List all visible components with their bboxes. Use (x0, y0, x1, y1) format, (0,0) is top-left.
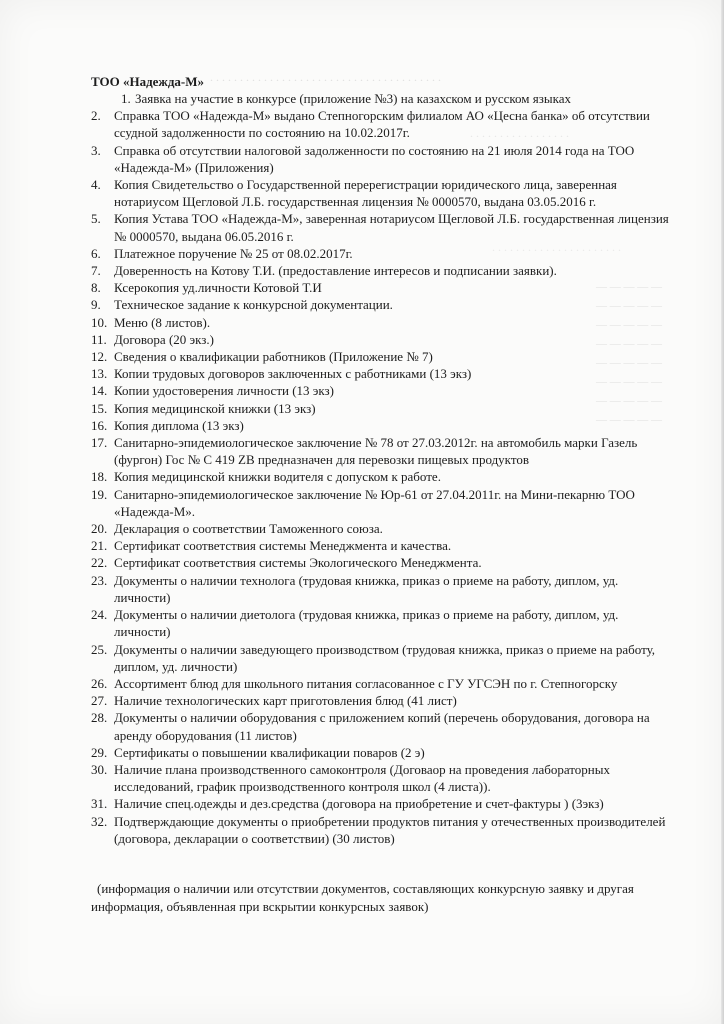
list-item-number: 5. (91, 211, 101, 227)
list-item-text: Платежное поручение № 25 от 08.02.2017г. (114, 245, 353, 261)
list-item-text: Документы о наличии диетолога (трудовая книжка, приказ о приеме на работу, диплом, уд. личности) (114, 607, 619, 640)
list-item-number: 19. (91, 486, 108, 502)
show-through-text: . . . . . . . . . . . . . . . . . . . . . . (492, 240, 621, 254)
list-item-number: 27. (91, 693, 108, 709)
list-item (91, 90, 671, 107)
list-item (91, 468, 671, 485)
list-item-text: Сертификат соответствия системы Экологического Менеджмента. (114, 555, 482, 571)
list-item-number: 4. (91, 177, 101, 193)
list-item (91, 331, 671, 348)
list-item-text: Техническое задание к конкурсной документации. (114, 297, 393, 313)
list-item (91, 107, 671, 141)
list-item-number: 14. (91, 383, 108, 399)
list-item-text: Заявка на участие в конкурсе (приложение №3) на казахском и русском языках (135, 91, 571, 106)
list-item (91, 744, 671, 761)
list-item (91, 296, 671, 313)
list-item (91, 554, 671, 571)
list-item (91, 761, 671, 795)
list-item (91, 417, 671, 434)
list-item-text: Копия медицинской книжки водителя с допуском к работе. (114, 469, 441, 485)
list-item-text: Копии трудовых договоров заключенных с работниками (13 экз) (114, 366, 472, 382)
list-item-number: 12. (91, 349, 108, 365)
list-item-number: 6. (91, 245, 101, 261)
footnote (91, 880, 681, 915)
company-heading: ТОО «Надежда-М» (91, 74, 205, 89)
list-item (91, 795, 671, 812)
list-item (91, 434, 671, 468)
list-item (91, 348, 671, 365)
list-item (91, 692, 671, 709)
list-item-number: 15. (91, 400, 108, 416)
document-list (91, 90, 671, 847)
list-item (91, 279, 671, 296)
list-item-text: Копия медицинской книжки (13 экз) (114, 400, 316, 416)
list-item-number: 13. (91, 366, 108, 382)
list-item-text: Подтверждающие документы о приобретении продуктов питания у отечественных производителей (договора, декларации о соответствии) (30 листов) (114, 813, 666, 846)
list-item-text: Декларация о соответствии Таможенного союза. (114, 521, 383, 537)
list-item-text: Доверенность на Котову Т.И. (предоставление интересов и подписании заявки). (114, 263, 557, 279)
list-item (91, 675, 671, 692)
list-item-text: Документы о наличии технолога (трудовая книжка, приказ о приеме на работу, диплом, уд. личности) (114, 572, 619, 605)
list-item-text: Справка об отсутствии налоговой задолженности по состоянию на 21 июля 2014 года на ТОО «Надежда-М» (Приложения) (114, 142, 635, 175)
list-item (91, 813, 671, 847)
list-item-number: 7. (91, 263, 101, 279)
list-item-text: Сертификаты о повышении квалификации поваров (2 э) (114, 744, 425, 760)
list-item-text: Документы о наличии заведующего производством (трудовая книжка, приказ о приеме на работу, диплом, уд. личности) (114, 641, 656, 674)
list-item-text: Наличие плана производственного самоконтроля (Договаор на проведения лабораторных исследований, график производственного контроля школ (4 листа)). (114, 761, 610, 795)
list-item-text: Копия Устава ТОО «Надежда-М», заверенная нотариусом Щегловой Л.Б. государственная лицензия № 0000570, выдана 06.05.2016 г. (114, 211, 669, 244)
list-item-number: 25. (91, 641, 108, 657)
list-item-text: Ассортимент блюд для школьного питания согласованное с ГУ УГСЭН по г. Степногорску (114, 675, 618, 691)
list-item-text: Санитарно-эпидемиологическое заключение № Юр-61 от 27.04.2011г. на Мини-пекарню ТОО «Надежда-М». (114, 486, 635, 519)
list-item-text: Санитарно-эпидемиологическое заключение № 78 от 27.03.2012г. на автомобиль марки Газель (фургон) Гос № С 419 ZB предназначен для перевозки пищевых продуктов (114, 435, 638, 468)
list-item-number: 23. (91, 572, 108, 588)
list-item-number: 28. (91, 710, 108, 726)
list-item-number: 17. (91, 435, 108, 451)
list-item-text: Меню (8 листов). (114, 314, 211, 330)
list-item (91, 641, 671, 675)
list-item-text: Копия Свидетельство о Государственной перерегистрации юридического лица, заверенная нотариусом Щегловой Л.Б. государственная лицензия № 0000570, выдана 03.05.2016 г. (114, 177, 617, 210)
list-item (91, 606, 671, 640)
list-item (91, 709, 671, 743)
list-item-number: 8. (91, 280, 101, 296)
list-item-text: Сертификат соответствия системы Менеджмента и качества. (114, 538, 452, 554)
list-item-number: 11. (91, 331, 107, 347)
show-through-text: . . . . . . . . . . . . . . . . . . . . . . . . . . . . . . . . . . . . . . . (210, 70, 441, 84)
list-item-text: Документы о наличии оборудования с приложением копий (перечень оборудования, договора на аренду оборудования (11 листов) (114, 710, 650, 743)
list-item (91, 537, 671, 554)
list-item-number: 32. (91, 813, 108, 829)
list-item (91, 382, 671, 399)
list-item-number: 16. (91, 417, 108, 433)
list-item-text: Справка ТОО «Надежда-М» выдано Степногорским филиалом АО «Цесна банка» об отсутствии ссудной задолженности по состоянию на 10.02.2017г. (114, 108, 650, 141)
list-item-number: 30. (91, 761, 108, 777)
show-through-signatures: — — — — — — — — — — — — — — — — — — — — — — — — — — — — — — — — — — — — — — — — (596, 281, 662, 426)
list-item-number: 18. (91, 469, 108, 485)
list-item (91, 400, 671, 417)
footnote-text: (информация о наличии или отсутствии документов, составляющих конкурсную заявку и другая информация, объявленная при вскрытии конкурсных заявок) (91, 881, 634, 914)
list-item-text: Наличие технологических карт приготовления блюд (41 лист) (114, 693, 457, 709)
list-item-text: Наличие спец.одежды и дез.средства (договора на приобретение и счет-фактуры ) (3экз) (114, 796, 604, 812)
show-through-text: . . . . . . . . . . . . . . . . . (470, 126, 569, 140)
list-item (91, 572, 671, 606)
list-item-number: 1. (121, 91, 131, 106)
list-item-text: Сведения о квалификации работников (Приложение № 7) (114, 349, 433, 365)
list-item (91, 176, 671, 210)
list-item (91, 210, 671, 244)
list-item-number: 2. (91, 108, 101, 124)
list-item (91, 486, 671, 520)
list-item (91, 365, 671, 382)
list-item-number: 20. (91, 521, 108, 537)
list-item-number: 26. (91, 675, 108, 691)
list-item-number: 29. (91, 744, 108, 760)
list-item-number: 10. (91, 314, 108, 330)
list-item (91, 520, 671, 537)
list-item-number: 21. (91, 538, 108, 554)
list-item-text: Ксерокопия уд.личности Котовой Т.И (114, 280, 322, 296)
list-item-number: 3. (91, 142, 101, 158)
list-item-number: 24. (91, 607, 108, 623)
list-item-text: Копия диплома (13 экз) (114, 417, 244, 433)
list-item (91, 262, 671, 279)
list-item-number: 9. (91, 297, 101, 313)
list-item-text: Копии удостоверения личности (13 экз) (114, 383, 334, 399)
list-item-number: 31. (91, 796, 108, 812)
list-item (91, 314, 671, 331)
list-item (91, 142, 671, 176)
list-item-text: Договора (20 экз.) (114, 331, 214, 347)
list-item-number: 22. (91, 555, 108, 571)
list-item (91, 245, 671, 262)
